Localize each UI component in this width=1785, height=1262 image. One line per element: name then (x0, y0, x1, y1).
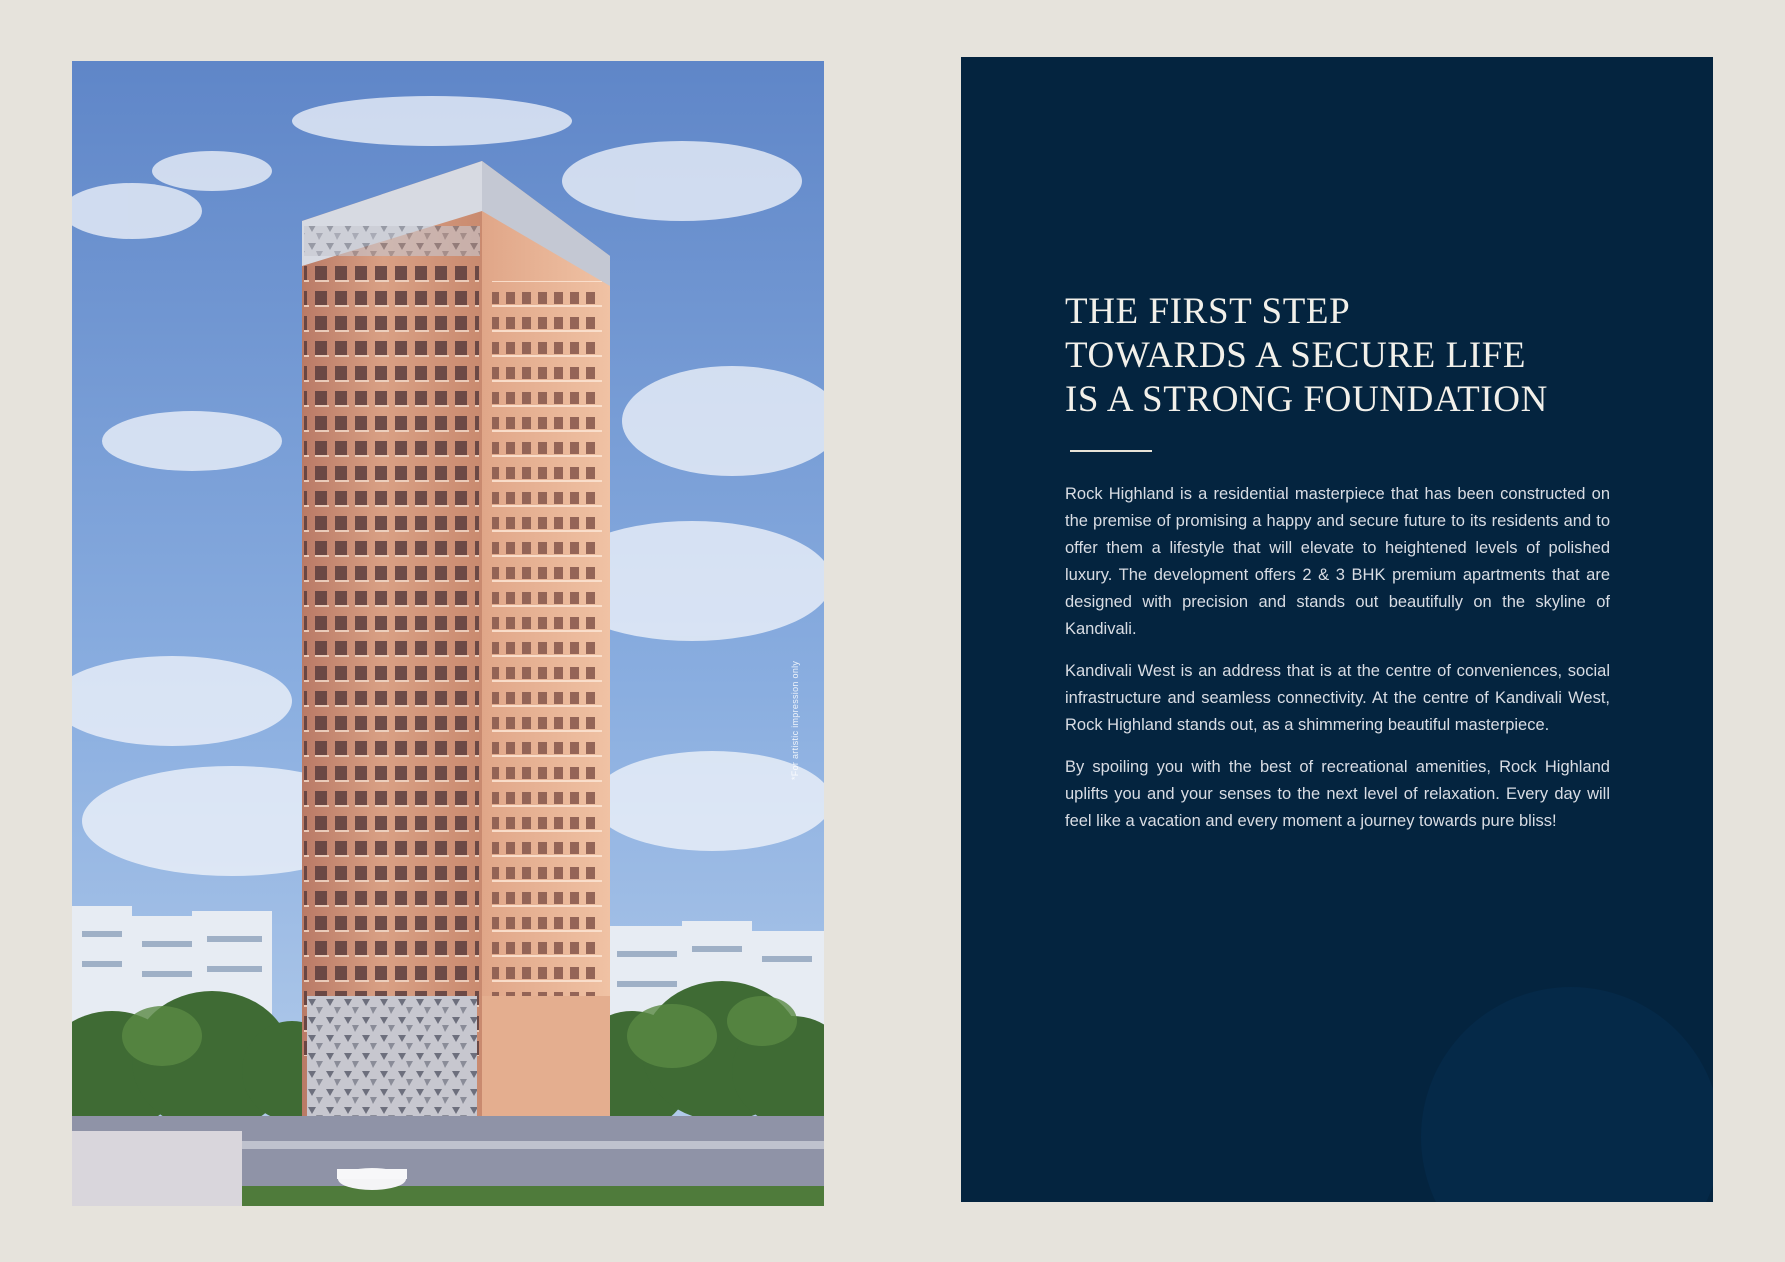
tower-illustration (72, 61, 824, 1206)
brand-watermark (1421, 987, 1713, 1202)
paragraph: Rock Highland is a residential masterpiece that has been constructed on the premise of promising a happy and secure future to its residents and to offer them a lifestyle that will elevate to heightened levels of polished luxury. The development offers 2 & 3 BHK premium apartments that are designed with precision and stands out beautifully on the skyline of Kandivali. (1065, 485, 1610, 638)
paragraph: Kandivali West is an address that is at the centre of conveniences, social infrastructure and seamless connectivity. At the centre of Kandivali West, Rock Highland stands out, as a shimmering beautiful masterpiece. (1065, 662, 1610, 734)
paragraph: By spoiling you with the best of recreational amenities, Rock Highland uplifts you and your senses to the next level of relaxation. Every day will feel like a vacation and every moment a journey towards pure bliss! (1065, 758, 1610, 830)
artistic-impression-disclaimer: *For artistic impression only (790, 660, 800, 780)
tower-rendering-image (72, 61, 824, 1206)
heading-line: IS A STRONG FOUNDATION (1065, 379, 1548, 420)
heading-divider (1070, 450, 1152, 452)
heading-line: THE FIRST STEP (1065, 291, 1351, 332)
heading-line: TOWARDS A SECURE LIFE (1065, 335, 1527, 376)
body-copy (1065, 481, 1610, 850)
page-heading (1065, 290, 1685, 422)
intro-text-panel (961, 57, 1713, 1202)
